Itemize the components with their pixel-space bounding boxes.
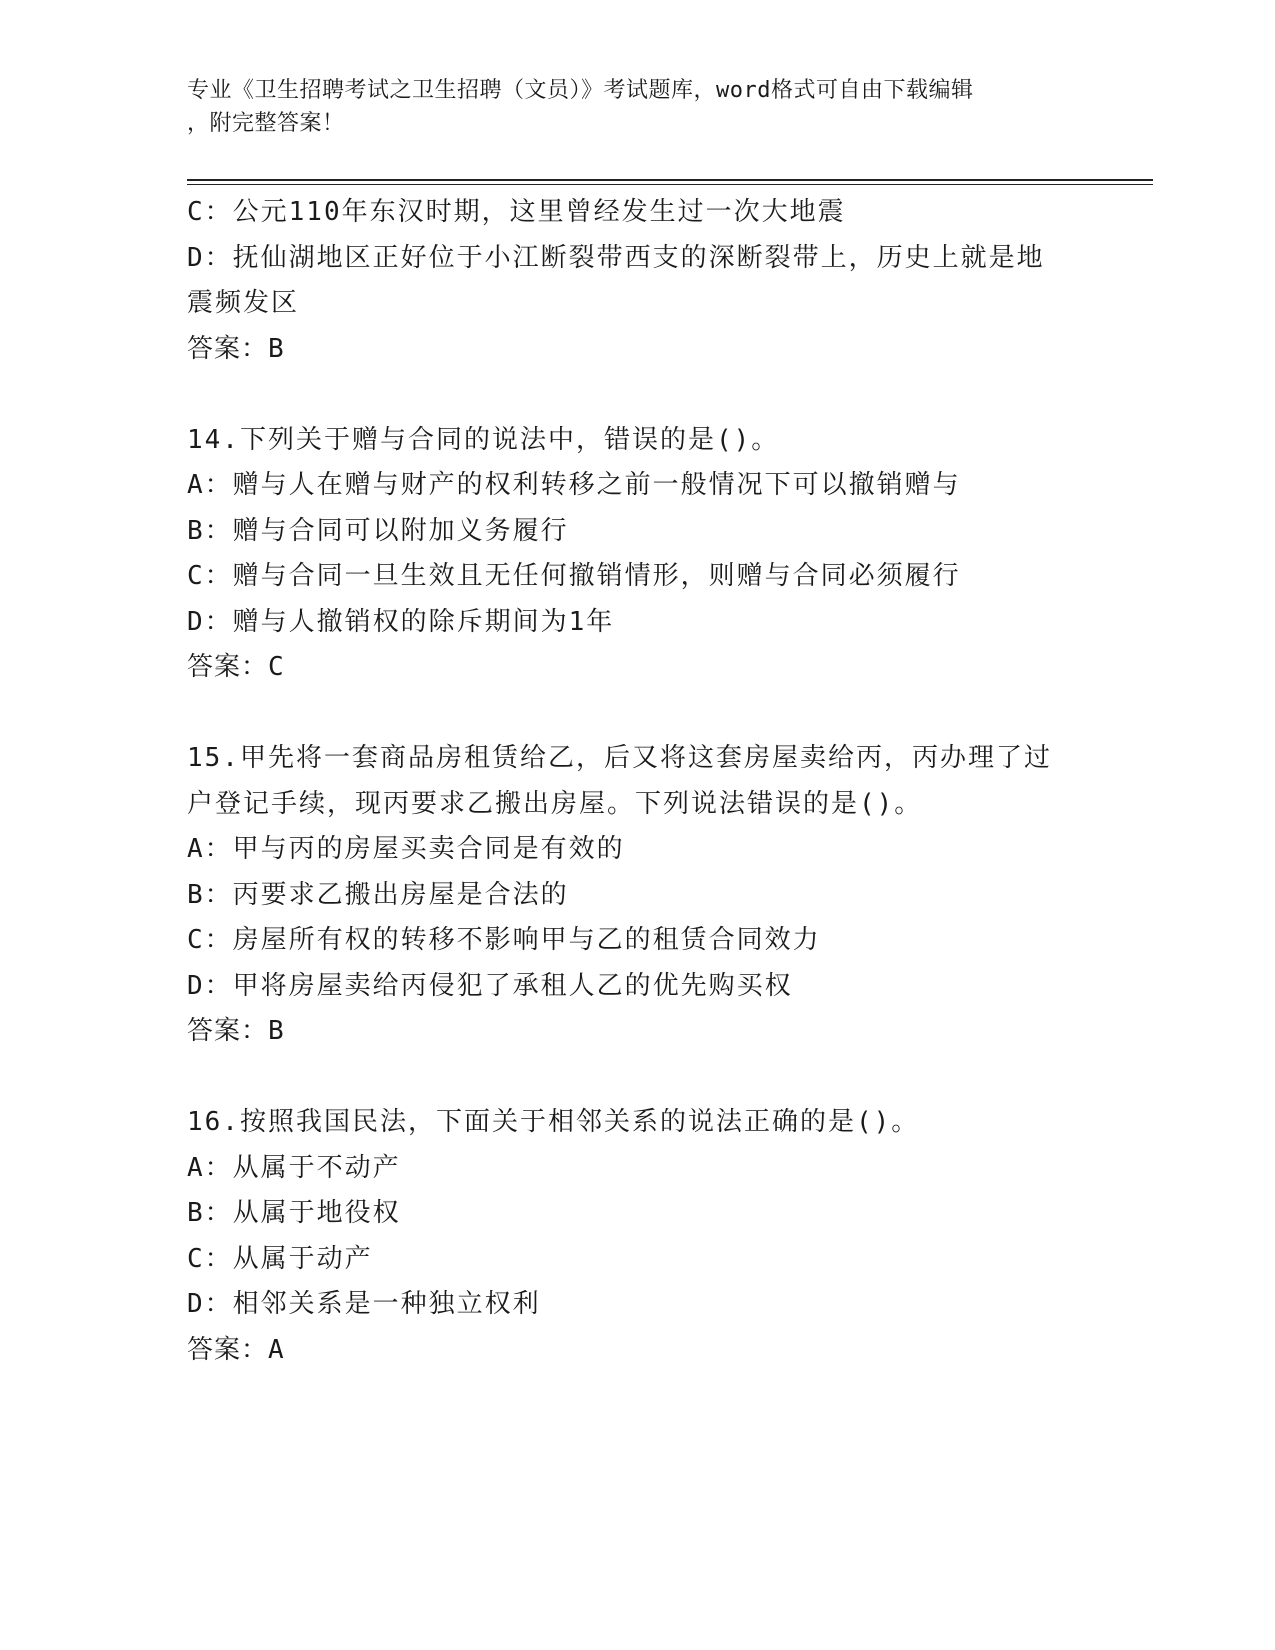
option-c: C：从属于动产	[187, 1243, 373, 1274]
answer: 答案：B	[187, 1016, 285, 1046]
question-stem-line-1: 15.甲先将一套商品房租赁给乙，后又将这套房屋卖给丙，丙办理了过	[187, 743, 1052, 773]
header-rule-thin	[187, 184, 1153, 185]
answer: 答案：C	[187, 652, 285, 682]
document-header	[187, 74, 1067, 140]
option-c: C：公元110年东汉时期，这里曾经发生过一次大地震	[187, 197, 846, 227]
question-continuation	[187, 190, 1087, 372]
spacer	[187, 1055, 1087, 1101]
header-rule-thick	[187, 179, 1153, 181]
answer: 答案：B	[187, 333, 285, 364]
header-line-2: ，附完整答案！	[187, 111, 345, 136]
question-stem: 14.下列关于赠与合同的说法中，错误的是()。	[187, 424, 780, 455]
option-b: B：丙要求乙搬出房屋是合法的	[187, 879, 569, 910]
option-d: D：甲将房屋卖给丙侵犯了承租人乙的优先购买权	[187, 970, 793, 1001]
option-b: B：赠与合同可以附加义务履行	[187, 515, 569, 546]
spacer	[187, 372, 1087, 418]
question-15	[187, 736, 1087, 1055]
option-a: A：从属于不动产	[187, 1152, 401, 1183]
option-d: D：赠与人撤销权的除斥期间为1年	[187, 606, 615, 637]
header-line-1: 专业《卫生招聘考试之卫生招聘（文员）》考试题库，word格式可自由下载编辑	[187, 78, 974, 103]
spacer	[187, 691, 1087, 737]
option-c: C：房屋所有权的转移不影响甲与乙的租赁合同效力	[187, 925, 821, 955]
option-c: C：赠与合同一旦生效且无任何撤销情形，则赠与合同必须履行	[187, 561, 961, 591]
question-14	[187, 418, 1087, 691]
question-stem: 16.按照我国民法，下面关于相邻关系的说法正确的是()。	[187, 1107, 920, 1137]
option-d: D：相邻关系是一种独立权利	[187, 1289, 541, 1319]
option-d-line-2: 震频发区	[187, 288, 300, 318]
answer: 答案：A	[187, 1334, 285, 1365]
option-d-line-1: D：抚仙湖地区正好位于小江断裂带西支的深断裂带上，历史上就是地	[187, 242, 1045, 273]
question-content	[187, 190, 1087, 1373]
question-stem-line-2: 户登记手续，现丙要求乙搬出房屋。下列说法错误的是()。	[187, 788, 923, 819]
question-16	[187, 1100, 1087, 1373]
option-a: A：甲与丙的房屋买卖合同是有效的	[187, 834, 625, 864]
option-b: B：从属于地役权	[187, 1198, 401, 1228]
option-a: A：赠与人在赠与财产的权利转移之前一般情况下可以撤销赠与	[187, 470, 961, 500]
